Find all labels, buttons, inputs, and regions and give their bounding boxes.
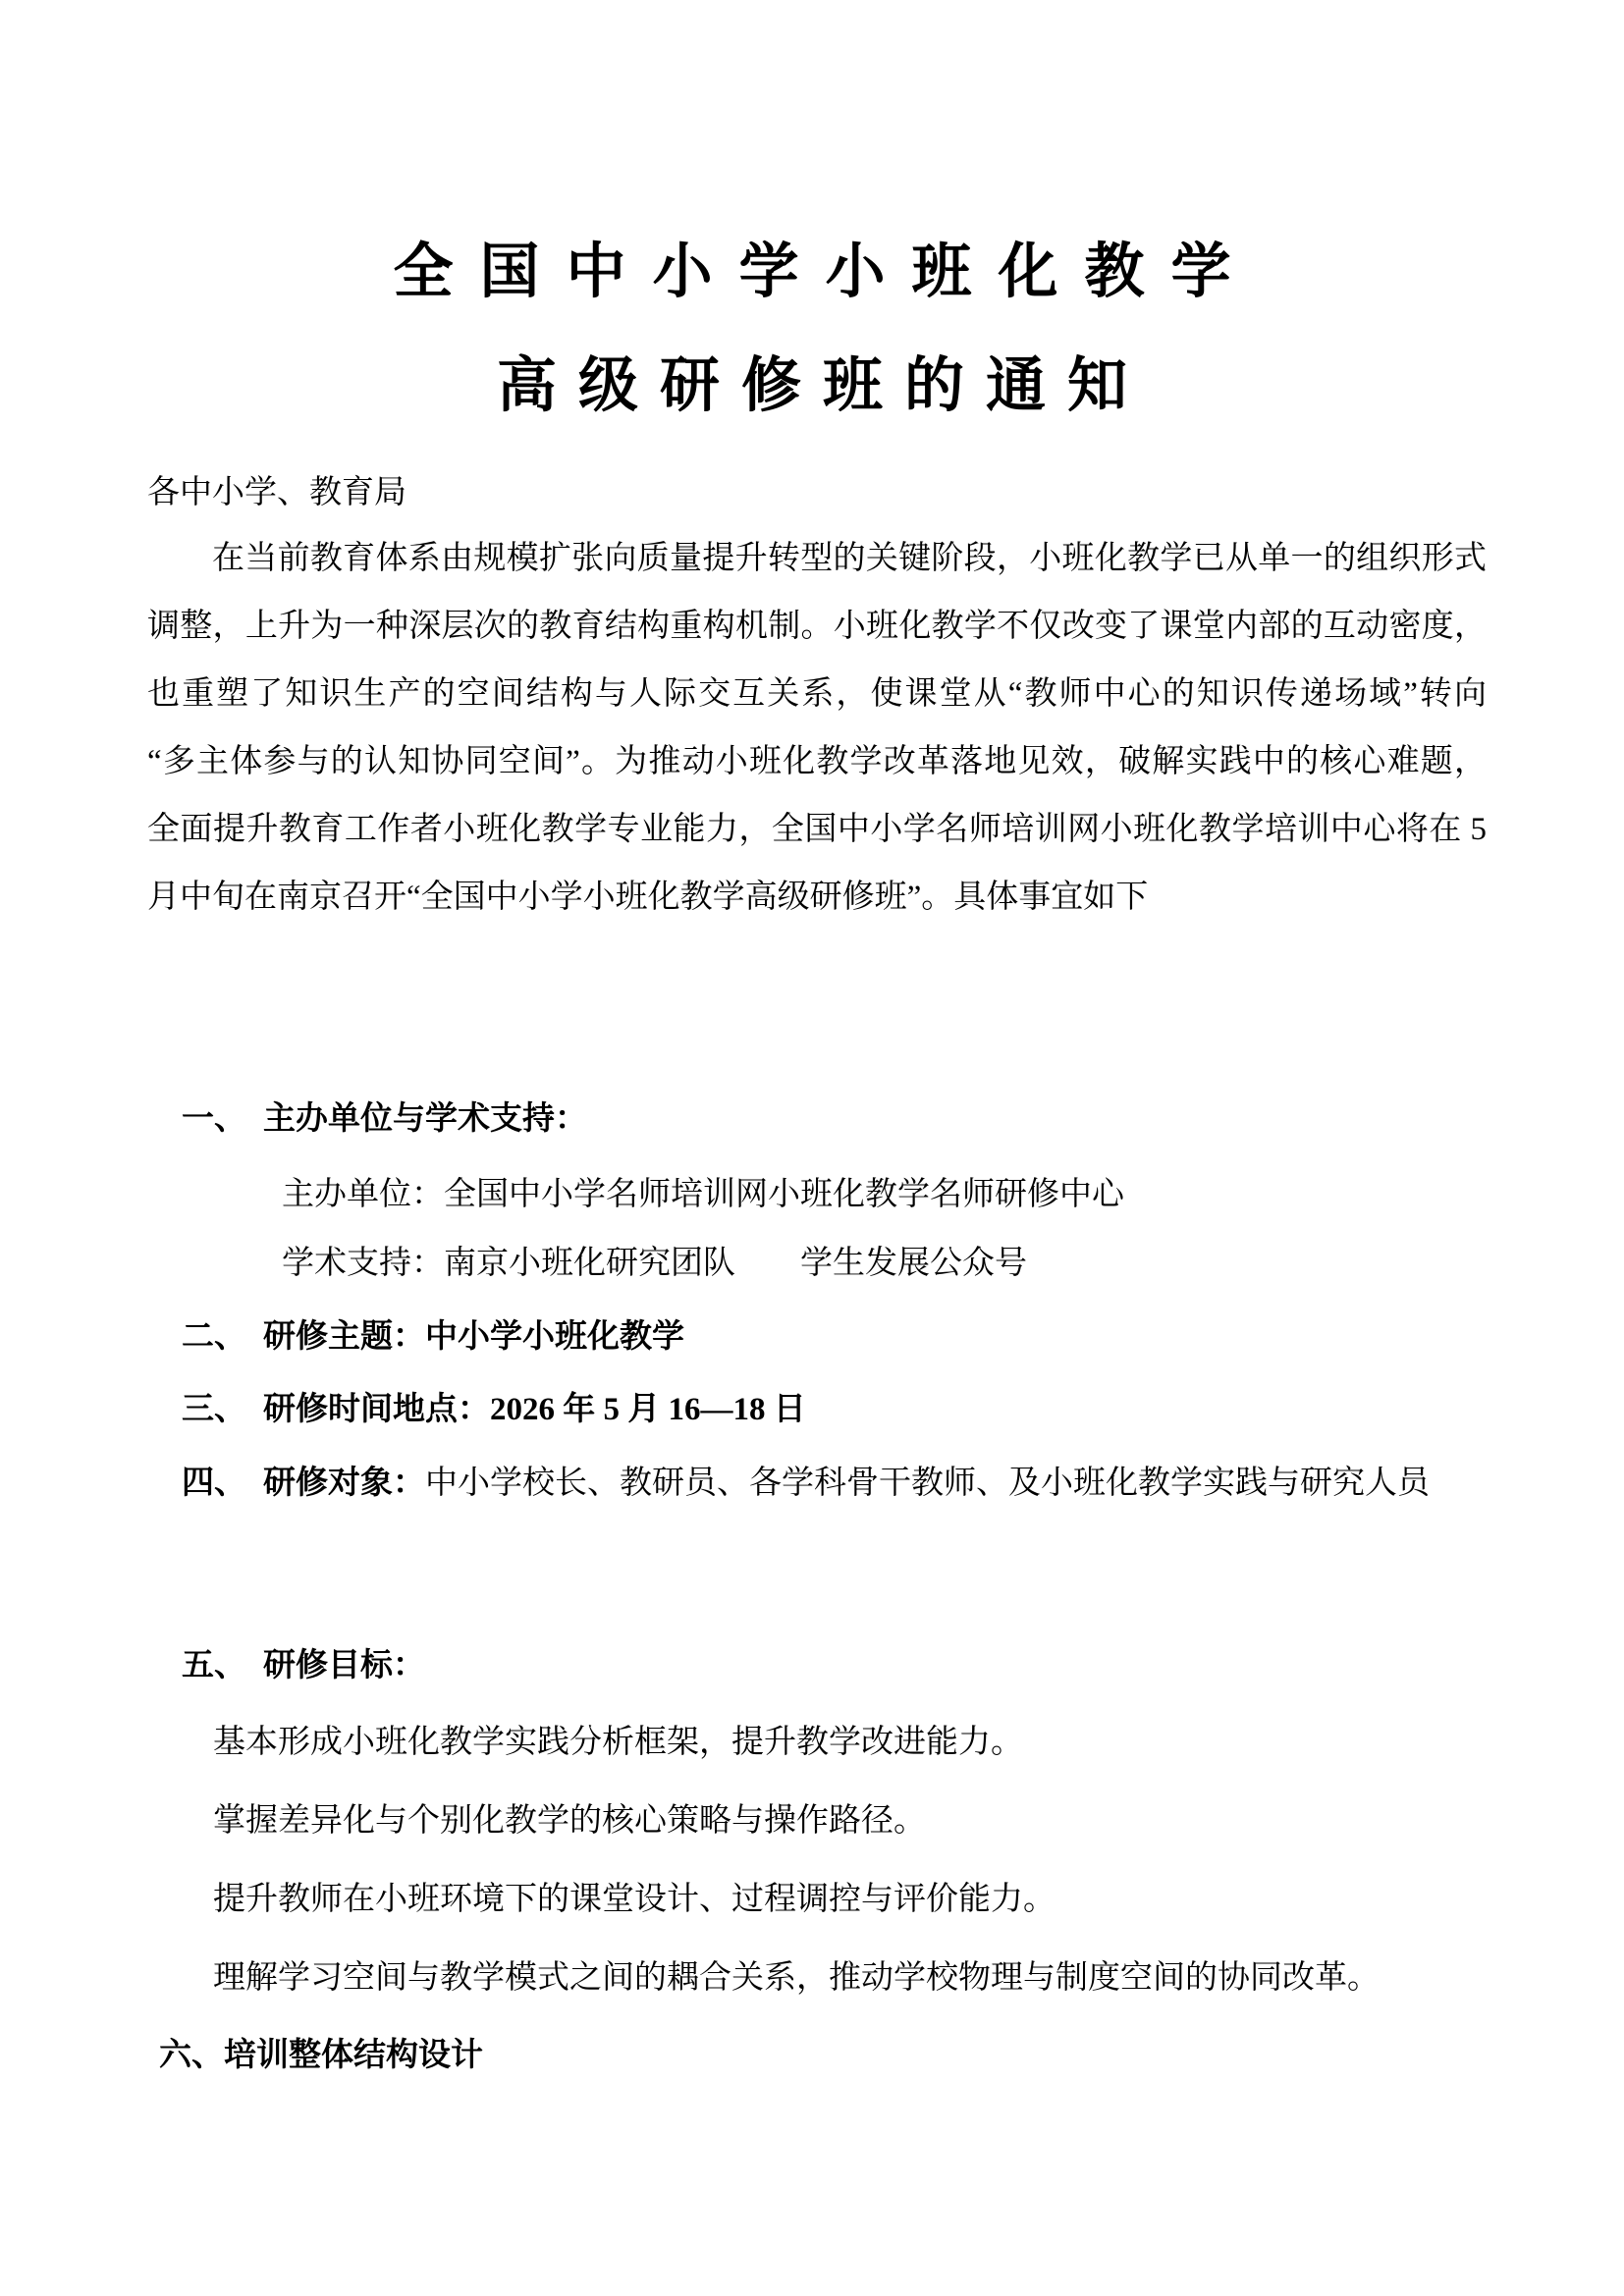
goal-item-3: 提升教师在小班环境下的课堂设计、过程调控与评价能力。	[213, 1882, 1056, 1917]
goal-item-4: 理解学习空间与教学模式之间的耦合关系，推动学校物理与制度空间的协同改革。	[213, 1960, 1380, 1996]
intro-line-2: 调整，上升为一种深层次的教育结构重构机制。小班化教学不仅改变了课堂内部的互动密度，	[147, 609, 1487, 644]
intro-line-3: 也重塑了知识生产的空间结构与人际交互关系，使课堂从“教师中心的知识传递场域”转向	[147, 676, 1487, 712]
section-four-heading	[182, 1462, 1430, 1505]
section-six-heading: 六、培训整体结构设计	[159, 2038, 483, 2073]
section-four-value: 中小学校长、教研员、各学科骨干教师、及小班化教学实践与研究人员	[425, 1466, 1430, 1501]
section-five-title: 研修目标：	[263, 1648, 425, 1683]
host-unit-value: 全国中小学名师培训网小班化教学名师研修中心	[444, 1177, 1124, 1212]
goal-item-2: 掌握差异化与个别化教学的核心策略与操作路径。	[213, 1803, 926, 1839]
goal-item-1: 基本形成小班化教学实践分析框架，提升教学改进能力。	[213, 1725, 1023, 1760]
host-unit-label: 主办单位：	[282, 1177, 444, 1212]
intro-line-6: 月中旬在南京召开“全国中小学小班化教学高级研修班”。具体事宜如下	[147, 880, 1149, 915]
section-one-number: 一、	[182, 1101, 246, 1137]
intro-paragraph	[147, 525, 1487, 932]
document-title-line2: 高级研修班的通知	[496, 353, 1149, 419]
section-five-heading	[182, 1644, 425, 1687]
intro-line-4: “多主体参与的认知协同空间”。为推动小班化教学改革落地见效，破解实践中的核心难题，	[147, 744, 1487, 779]
section-four-label: 研修对象：	[263, 1466, 425, 1501]
intro-line-1: 在当前教育体系由规模扩张向质量提升转型的关键阶段，小班化教学已从单一的组织形式	[212, 541, 1487, 576]
section-three-title: 研修时间地点：2026 年 5 月 16—18 日	[263, 1392, 806, 1427]
salutation: 各中小学、教育局	[147, 475, 406, 510]
academic-support-line	[282, 1242, 1027, 1285]
academic-support-label: 学术支持：	[282, 1246, 444, 1281]
section-four-number: 四、	[182, 1466, 246, 1501]
section-two-title: 研修主题：中小学小班化教学	[263, 1319, 684, 1355]
section-three-number: 三、	[182, 1392, 246, 1427]
section-one-heading	[182, 1097, 587, 1141]
academic-support-value: 南京小班化研究团队 学生发展公众号	[444, 1246, 1027, 1281]
section-two-number: 二、	[182, 1319, 246, 1355]
intro-line-5: 全面提升教育工作者小班化教学专业能力，全国中小学名师培训网小班化教学培训中心将在 5	[147, 812, 1487, 847]
section-two-heading	[182, 1315, 684, 1359]
section-three-heading	[182, 1388, 806, 1431]
host-unit-line	[282, 1173, 1124, 1216]
section-one-title: 主办单位与学术支持：	[263, 1101, 587, 1137]
document-title-line1: 全国中小学小班化教学	[393, 240, 1258, 305]
section-five-number: 五、	[182, 1648, 246, 1683]
